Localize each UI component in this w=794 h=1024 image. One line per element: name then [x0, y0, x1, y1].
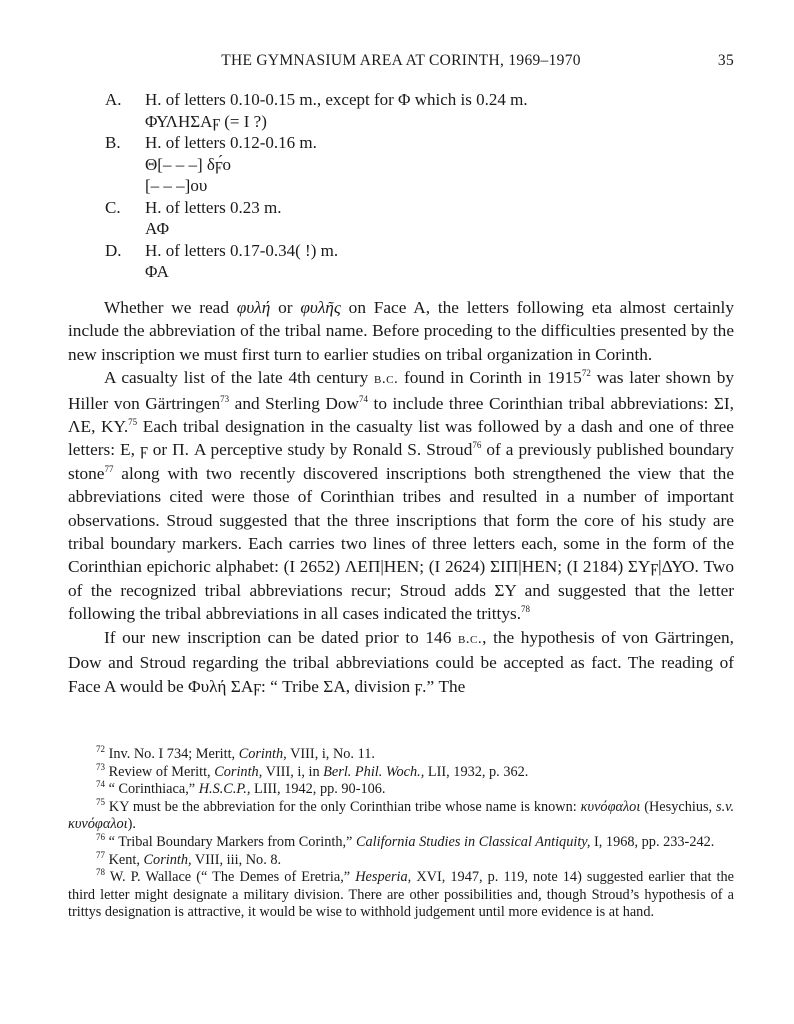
paragraph-2: A casualty list of the late 4th century b.c. found in Corinth in 1915$^{72}$ was later shown by Hiller von Gärtringen$^{73}$ and Sterling Dow$^{74}$ to include three Corinthian tribal abbreviations: ΣΙ, ΛΕ, ΚΥ.$^{75}$ Each tribal designation in the casualty list was followed by a dash and one of three letters: Ε, ϝ or Π. A perceptive study by Ronald S. Stroud$^{76}$ of a previously published boundary stone$^{77}$ along with two recently discovered inscriptions both strengthened the view that the abbreviations cited were those of Corinthian tribes and resulted in a number of important observations. Stroud suggested that the three inscriptions that form the core of his study are tribal boundary markers. Each carries two lines of three letters each, some in the form of the Corinthian epichoric alphabet: (I 2652) ΛΕΠ|ΗΕΝ; (I 2624) ΣΙΠ|ΗΕΝ; (I 2184) ΣΥϝ|ΔΥΟ. Two of the recognized tribal abbreviations recur; Stroud adds ΣΥ and suggested that the letter following the tribal abbreviations in all cases indicated the trittys.$^{78}$	[68, 368, 735, 624]
face-label: C.	[105, 197, 121, 217]
running-title: THE GYMNASIUM AREA AT CORINTH, 1969–1970	[221, 52, 581, 69]
paragraph-1: Whether we read φυλή or φυλῆς on Face A, the letters following eta almost certainly include the abbreviation of the tribal name. Before proceding to the difficulties presented by the new inscription we must first turn to earlier studies on tribal organization in Corinth.	[68, 298, 735, 364]
face-reading: ΑΦ	[145, 219, 170, 238]
face-b	[105, 132, 528, 197]
face-a	[105, 89, 528, 132]
inscription-faces	[105, 89, 528, 283]
face-d	[105, 240, 528, 283]
footnote-ref: 75	[128, 417, 138, 428]
footnote-75: $^{75}$ ΚΥ must be the abbreviation for the only Corinthian tribe whose name is known: κυνόφαλοι (Hesychius, s.v. κυνόφαλοι).	[68, 797, 735, 833]
face-description: H. of letters 0.17-0.34( !) m.	[145, 240, 339, 260]
greek-word: φυλῆς	[300, 298, 341, 317]
page-number: 35	[717, 52, 734, 69]
main-text	[68, 296, 734, 698]
face-label: D.	[105, 240, 122, 260]
footnote-ref: 78	[521, 604, 531, 615]
footnote-74: $^{74}$ “ Corinthiaca,” H.S.C.P., LIII, 1942, pp. 90-106.	[96, 779, 386, 798]
face-reading: ΦΑ	[145, 262, 169, 281]
footnote-72: $^{72}$ Inv. No. I 734; Meritt, Corinth, VIII, i, No. 11.	[96, 744, 375, 762]
face-c	[105, 197, 528, 240]
face-description: H. of letters 0.10-0.15 m., except for Φ which is 0.24 m.	[145, 90, 528, 109]
footnote-ref: 74	[359, 393, 369, 404]
face-label: A.	[105, 90, 122, 109]
face-reading: ΦΥΛΗΣΑϝ (= Ι ?)	[145, 111, 267, 131]
footnote-78: $^{78}$ W. P. Wallace (“ The Demes of Eretria,” Hesperia, XVI, 1947, p. 119, note 14) suggested earlier that the third letter might designate a military division. There are other possibilities and, though Stroud’s hypothesis of a trittys designation is attractive, it would be wise to withhold judgement until more evidence is at hand.	[68, 867, 734, 921]
footnote-76: $^{76}$ “ Tribal Boundary Markers from Corinth,” California Studies in Classical Antiquity, I, 1968, pp. 233-242.	[96, 832, 715, 850]
footnote-ref: 76	[472, 440, 482, 451]
paragraph-3: If our new inscription can be dated prior to 146 b.c., the hypothesis of von Gärtringen, Dow and Stroud regarding the tribal abbreviations could be accepted as fact. The reading of Face A would be Φυλή ΣΑϝ: “ Tribe ΣΑ, division ϝ.” The	[68, 627, 734, 696]
footnote-77: $^{77}$ Kent, Corinth, VIII, iii, No. 8.	[96, 849, 282, 868]
face-reading: [– – –]ου	[145, 176, 208, 195]
footnote-ref: 72	[581, 368, 591, 379]
greek-word: φυλή	[236, 298, 271, 317]
footnote-73: $^{73}$ Review of Meritt, Corinth, VIII, i, in Berl. Phil. Woch., LII, 1932, p. 362.	[96, 761, 529, 780]
face-description: H. of letters 0.12-0.16 m.	[145, 133, 317, 152]
face-description: H. of letters 0.23 m.	[145, 197, 282, 217]
footnote-ref: 73	[220, 393, 230, 404]
face-reading: Θ[– – –] δϝ́ο	[145, 154, 231, 174]
footnotes	[68, 746, 734, 922]
face-label: B.	[105, 133, 121, 152]
footnote-ref: 77	[104, 464, 114, 475]
